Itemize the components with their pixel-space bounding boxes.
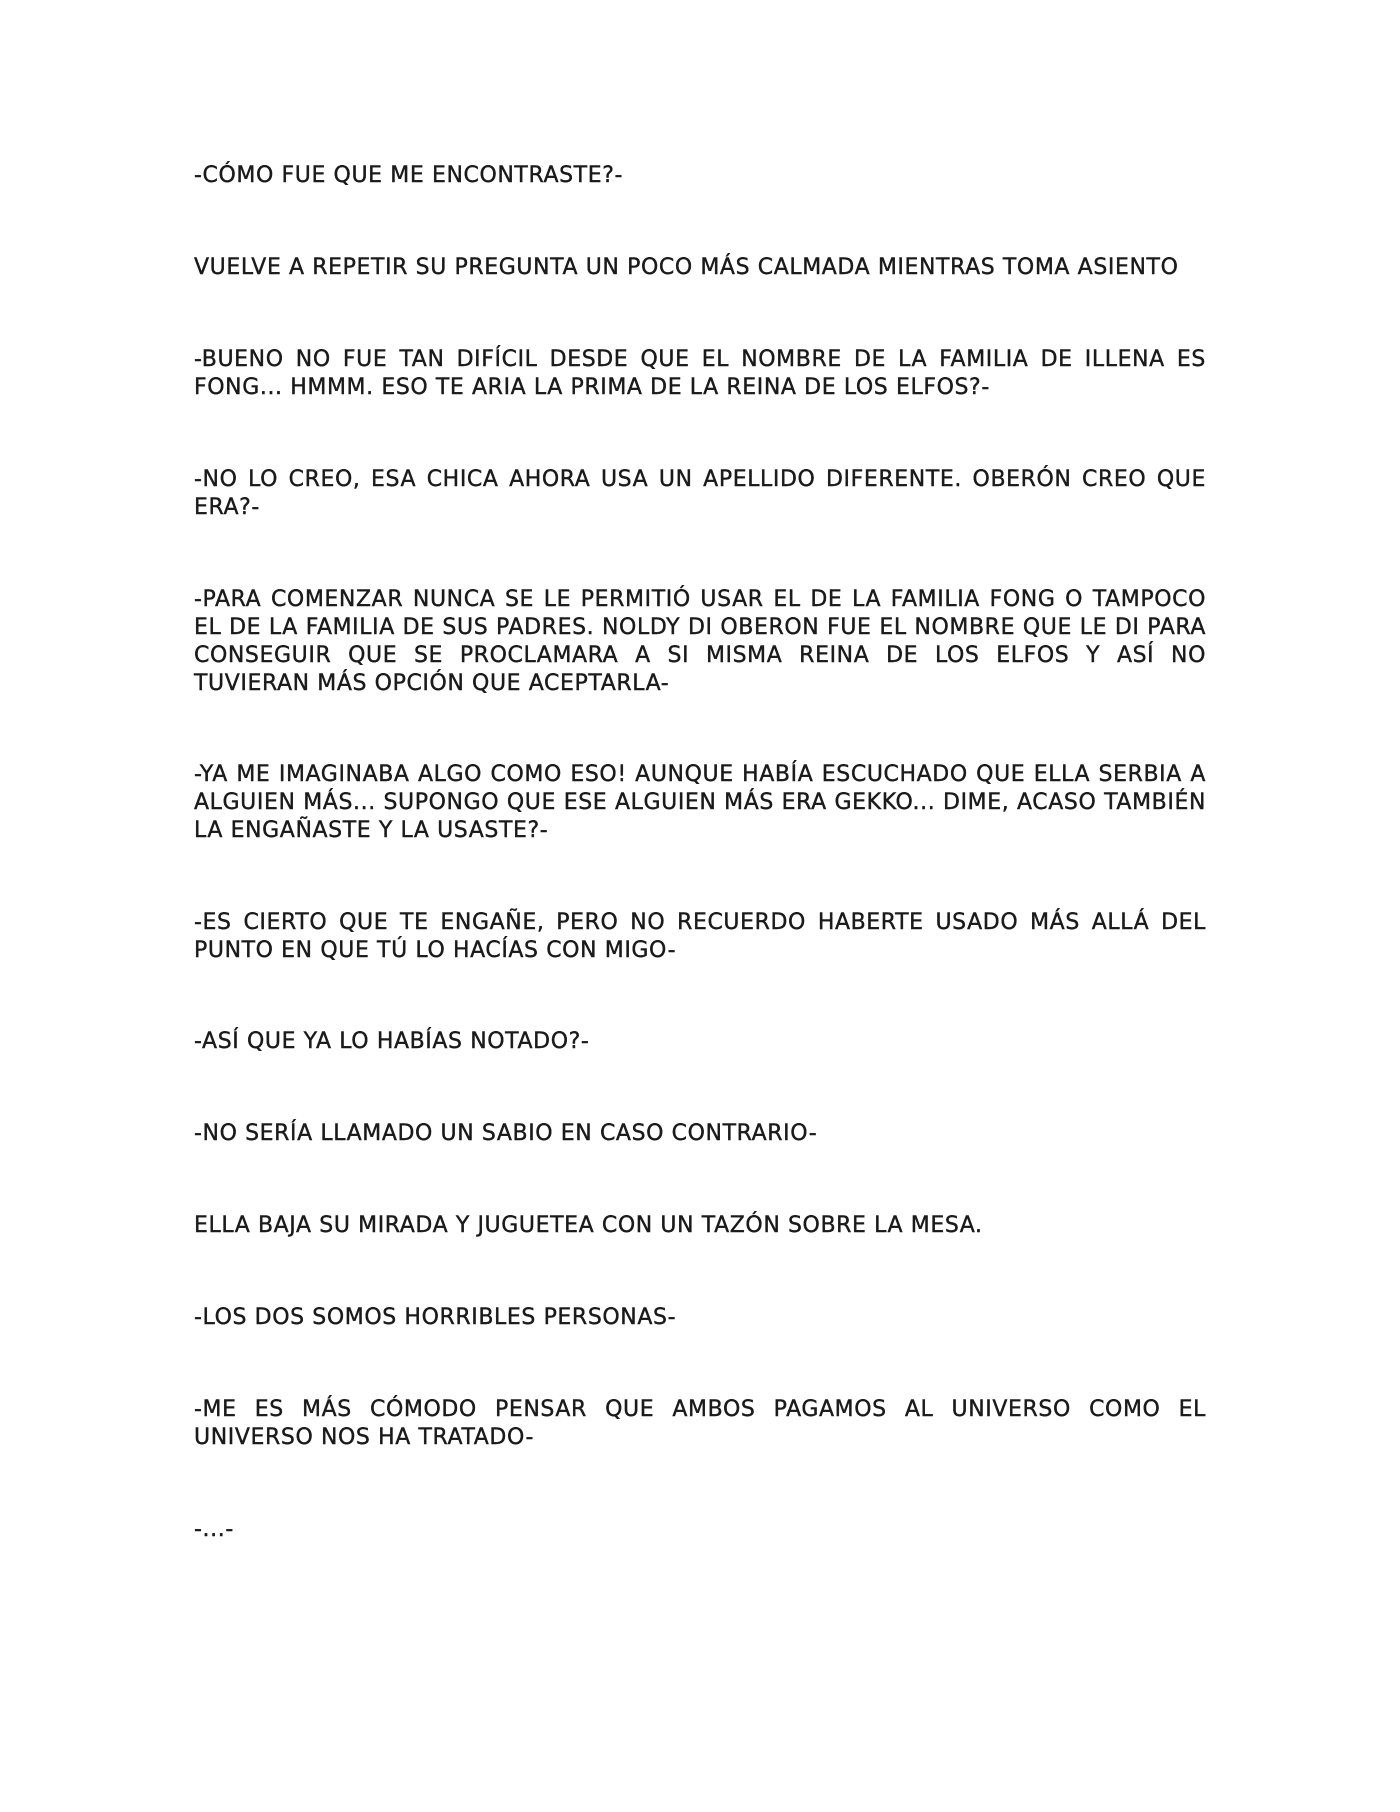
paragraph-8: -ASÍ QUE YA LO HABÍAS NOTADO?-: [194, 1029, 590, 1054]
paragraph-7: -ES CIERTO QUE TE ENGAÑE, PERO NO RECUERDO HABERTE USADO MÁS ALLÁ DEL PUNTO EN QUE TÚ LO HACÍAS CON MIGO-: [194, 910, 1206, 963]
paragraph-2: VUELVE A REPETIR SU PREGUNTA UN POCO MÁS CALMADA MIENTRAS TOMA ASIENTO: [194, 255, 1179, 280]
paragraph-11: -LOS DOS SOMOS HORRIBLES PERSONAS-: [194, 1305, 677, 1330]
paragraph-1: -CÓMO FUE QUE ME ENCONTRASTE?-: [194, 163, 624, 188]
paragraph-9: -NO SERÍA LLAMADO UN SABIO EN CASO CONTRARIO-: [194, 1121, 818, 1146]
paragraph-5: -PARA COMENZAR NUNCA SE LE PERMITIÓ USAR EL DE LA FAMILIA FONG O TAMPOCO EL DE LA FAMILIA DE SUS PADRES. NOLDY DI OBERON FUE EL NOMBRE QUE LE DI PARA CONSEGUIR QUE SE PROCLAMARA A SI MISMA REINA DE LOS ELFOS Y ASÍ NO TUVIERAN MÁS OPCIÓN QUE ACEPTARLA-: [194, 587, 1206, 696]
paragraph-12: -ME ES MÁS CÓMODO PENSAR QUE AMBOS PAGAMOS AL UNIVERSO COMO EL UNIVERSO NOS HA TRATADO-: [194, 1397, 1206, 1450]
paragraph-10: ELLA BAJA SU MIRADA Y JUGUETEA CON UN TAZÓN SOBRE LA MESA.: [194, 1213, 983, 1238]
paragraph-4: -NO LO CREO, ESA CHICA AHORA USA UN APELLIDO DIFERENTE. OBERÓN CREO QUE ERA?-: [194, 467, 1206, 520]
paragraph-13: -...-: [194, 1517, 234, 1542]
paragraph-6: -YA ME IMAGINABA ALGO COMO ESO! AUNQUE HABÍA ESCUCHADO QUE ELLA SERBIA A ALGUIEN MÁS... SUPONGO QUE ESE ALGUIEN MÁS ERA GEKKO... DIME, ACASO TAMBIÉN LA ENGAÑASTE Y LA USASTE?-: [194, 762, 1206, 843]
paragraph-3: -BUENO NO FUE TAN DIFÍCIL DESDE QUE EL NOMBRE DE LA FAMILIA DE ILLENA ES FONG... HMMM. ESO TE ARIA LA PRIMA DE LA REINA DE LOS ELFOS?-: [194, 347, 1206, 400]
